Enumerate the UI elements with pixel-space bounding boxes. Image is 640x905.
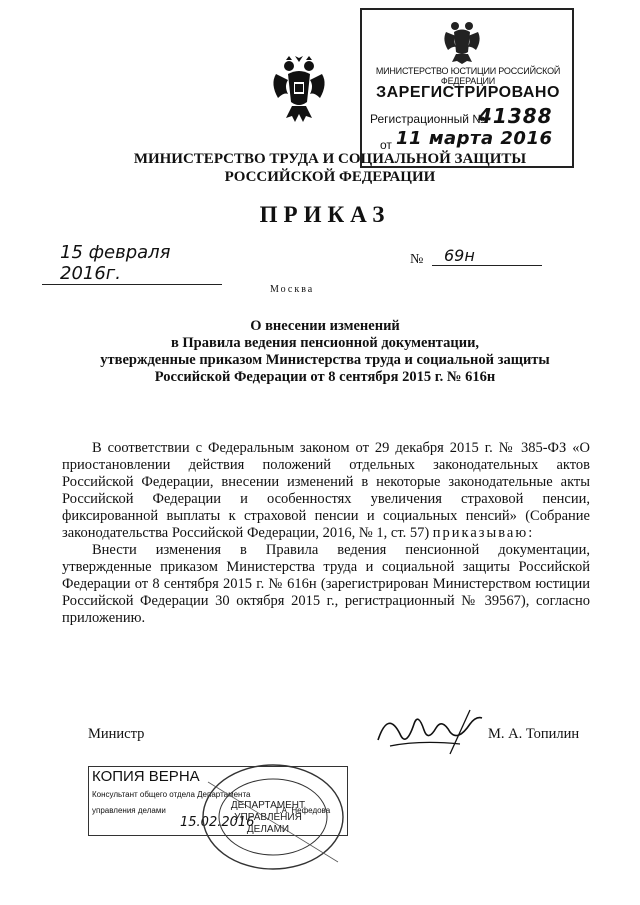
order-date: 15 февраля 2016г. [42,242,222,285]
order-number-sign: № [410,252,424,267]
copy-stamp-department: управления делами [92,806,166,815]
minister-title: Министр [88,726,145,742]
copy-stamp-date: 15.02.2016 [180,815,255,830]
registration-status: ЗАРЕГИСТРИРОВАНО [376,84,560,101]
ministry-name-line2: РОССИЙСКОЙ ФЕДЕРАЦИИ [224,169,436,185]
order-subject [80,318,570,386]
order-title: ПРИКАЗ [259,202,391,227]
registration-ministry: МИНИСТЕРСТВО ЮСТИЦИИ РОССИЙСКОЙ ФЕДЕРАЦИИ [375,66,561,86]
registration-number: 41388 [478,104,553,128]
subject-line2: в Правила ведения пенсионной документации, [170,335,480,351]
subject-line1: О внесении изменений [250,318,400,334]
order-word: приказываю: [432,525,535,541]
coat-of-arms-icon [268,52,330,128]
subject-line4: Российской Федерации от 8 сентября 2015 г. № 616н [154,369,496,385]
city: Москва [270,284,315,295]
registration-emblem-icon [440,16,484,64]
minister-name: М. А. Топилин [488,726,580,742]
seal-text-line1: ДЕПАРТАМЕНТ [230,800,306,811]
seal-text-line2: УПРАВЛЕНИЯ [234,812,302,823]
copy-stamp-heading: КОПИЯ ВЕРНА [92,768,200,785]
body-paragraph-1 [62,440,590,542]
registration-number-label: Регистрационный № [370,112,486,126]
registration-date-prefix: от [380,138,392,152]
copy-stamp-signer: Г.А. Нефедова [276,806,331,815]
body-paragraph-2: Внести изменения в Правила ведения пенсионной документации, утвержденные приказом Министерства труда и социальной защиты Российской Федерации от 8 сентября 2015 г. № 616н (зарегистрирован Министерством юстиции Российской Федерации 30 октября 2015 г., регистрационный № 39567), согласно приложению. [62,542,590,626]
seal-text-line3: ДЕЛАМИ [246,824,290,835]
copy-stamp-position: Консультант общего отдела Департамента [92,790,251,799]
ministry-name [100,150,560,186]
ministry-name-line1: МИНИСТЕРСТВО ТРУДА И СОЦИАЛЬНОЙ ЗАЩИТЫ [133,151,527,167]
handwritten-signature [370,700,490,760]
order-number: 69н [432,246,542,266]
subject-line3: утвержденные приказом Министерства труда и социальной защиты [100,352,550,368]
paragraph-1-text: В соответствии с Федеральным законом от 29 декабря 2015 г. № 385-ФЗ «О приостановлении действия положений отдельных законодательных актов Российской Федерации, внесении изменений в некоторые законодательные акты Российской Федерации и особенностях увеличения страховой пенсии, фиксированной выплаты к страховой пенсии и социальных пенсий» (Собрание законодательства Российской Федерации, 2016, № 1, ст. 57) [62,440,590,541]
registration-date: 11 марта 2016 [396,128,553,149]
